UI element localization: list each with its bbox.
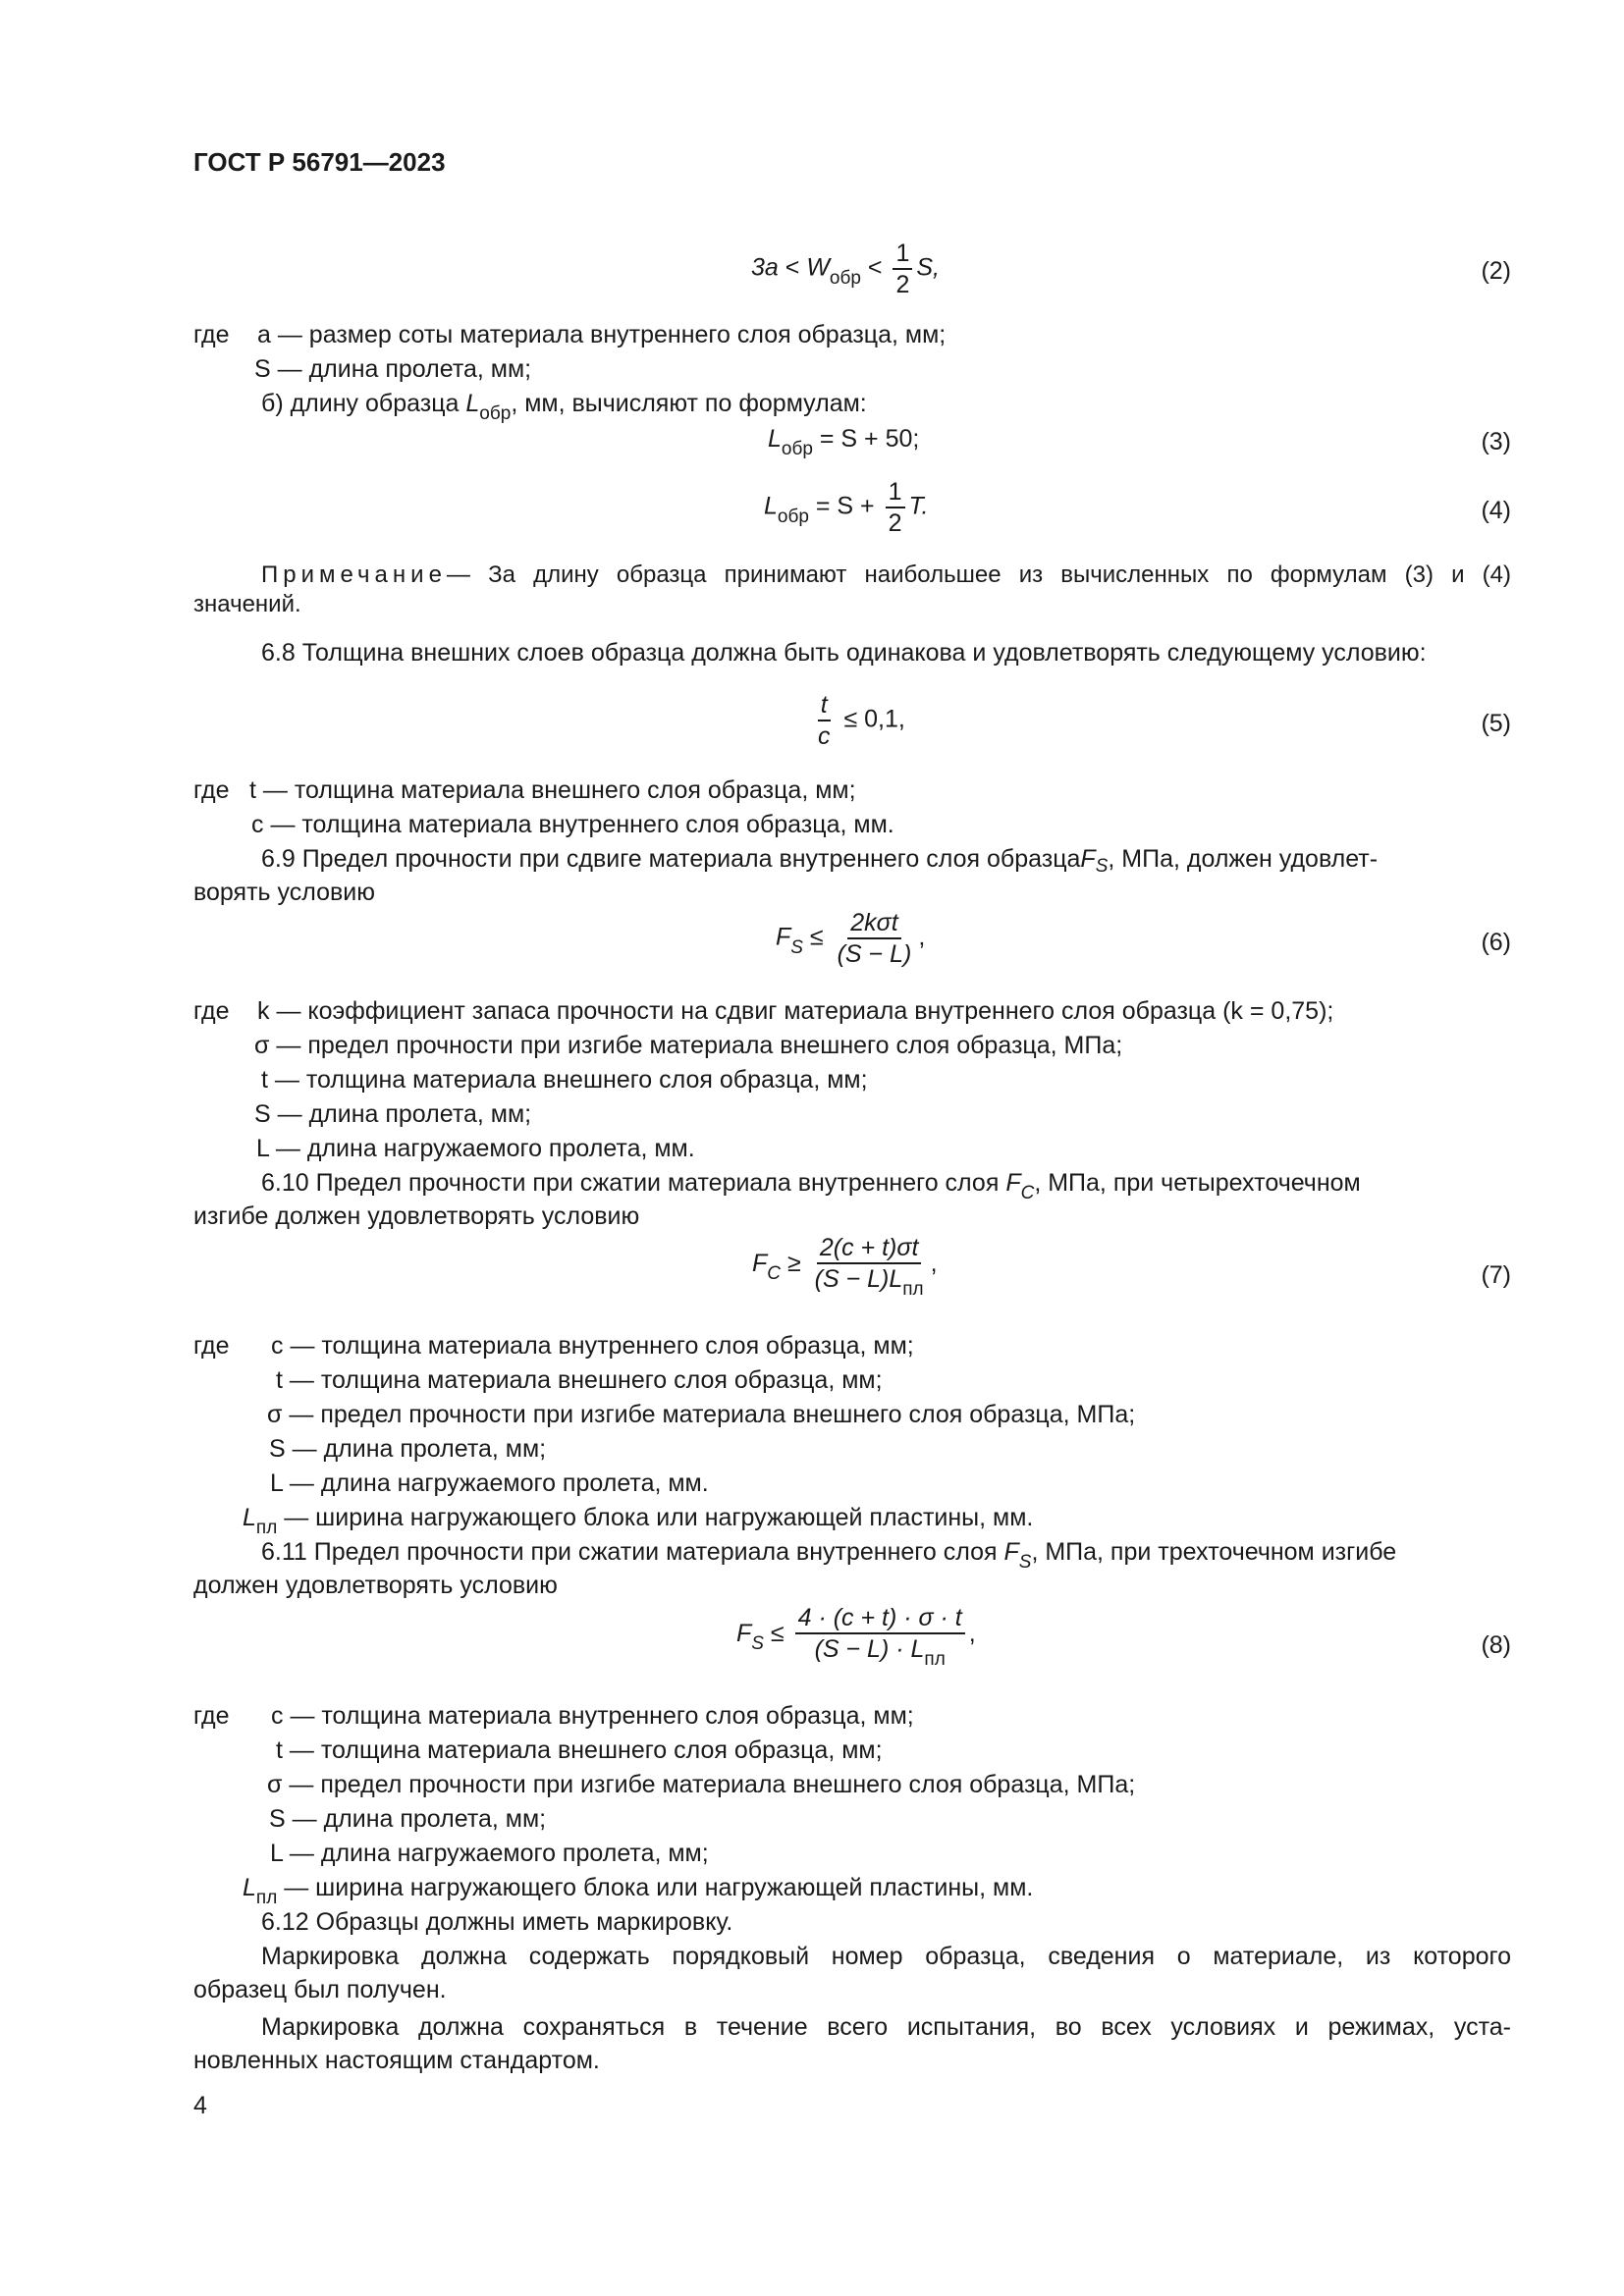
legend-k: k — коэффициент запаса прочности на сдвиг материала внутреннего слоя образца (k = 0,75); — [257, 997, 1334, 1025]
paragraph-6-9-continuation: ворять условию — [193, 879, 375, 906]
paragraph-marking-2-continuation: новленных настоящим стандартом. — [193, 2047, 600, 2074]
paragraph-6-12: 6.12 Образцы должны иметь маркировку. — [261, 1908, 733, 1936]
formula-6: $F_S$ ≤ $\frac{\text{2kσt}}{(S - L)}$ , — [776, 909, 926, 968]
formula-number: (5) — [1481, 710, 1511, 737]
legend-l: L — длина нагружаемого пролета, мм; — [270, 1840, 709, 1867]
paragraph-marking-1-continuation: образец был получен. — [193, 1976, 447, 2003]
legend-c: c — толщина материала внутреннего слоя образца, мм; — [271, 1332, 914, 1360]
legend-a: a — размер соты материала внутреннего слоя образца, мм; — [257, 321, 947, 348]
legend-s: S — длина пролета, мм; — [269, 1805, 547, 1833]
paragraph-6-9: 6.9 Предел прочности при сдвиге материала внутреннего слоя образца F S , МПа, должен удовлет- — [261, 845, 1379, 877]
page-number: 4 — [193, 2092, 207, 2119]
paragraph-6-11-continuation: должен удовлетворять условию — [193, 1572, 558, 1599]
paragraph-6-11: 6.11 Предел прочности при сжатии материала внутреннего слоя $F_S$, МПа, при трехточечном изгибе — [261, 1538, 1397, 1573]
legend-sigma: σ — предел прочности при изгибе материала внешнего слоя образца, МПа; — [267, 1771, 1136, 1798]
legend-sigma: σ — предел прочности при изгибе материала внешнего слоя образца, МПа; — [254, 1032, 1123, 1059]
formula-number: (3) — [1481, 428, 1511, 455]
legend-s: S — длина пролета, мм; — [254, 1100, 532, 1128]
paragraph-marking-2: Маркировка должна сохраняться в течение всего испытания, во всех условиях и режимах, уста- — [261, 2013, 1511, 2041]
formula-number: (2) — [1481, 257, 1511, 285]
note-continuation: значений. — [193, 591, 301, 617]
formula-number: (8) — [1481, 1631, 1511, 1659]
legend-s: S — длина пролета, мм; — [269, 1435, 547, 1463]
paragraph-marking-1: Маркировка должна содержать порядковый номер образца, сведения о материале, из которого — [261, 1943, 1511, 1970]
paragraph-b-length: б) длину образца $L_{обр}$, мм, вычисляют по формулам: — [261, 390, 867, 424]
legend-s: S — длина пролета, мм; — [254, 355, 532, 383]
legend-t: t — толщина материала внешнего слоя образца, мм; — [249, 776, 856, 804]
where-label: где — [193, 321, 230, 348]
legend-l: L — длина нагружаемого пролета, мм. — [270, 1469, 709, 1497]
legend-c: c — толщина материала внутреннего слоя образца, мм; — [271, 1702, 914, 1730]
note: Примечание — За длину образца принимают наибольшее из вычисленных по формулам (3) и (4) — [261, 561, 1511, 588]
legend-t: t — толщина материала внешнего слоя образца, мм; — [276, 1366, 883, 1394]
legend-t: t — толщина материала внешнего слоя образца, мм; — [276, 1736, 883, 1764]
formula-4: $L_{обр} = S$ + $\frac{1}{2}$ T. — [764, 478, 929, 537]
paragraph-6-10: 6.10 Предел прочности при сжатии материала внутреннего слоя $F_C$, МПа, при четырехточечном — [261, 1169, 1361, 1203]
formula-5: $\frac{t}{c}$ ≤ 0,1, — [818, 691, 905, 750]
formula-8: $F_S$ ≤ $\frac{4 \cdot (c + t) \cdot \sigma \cdot t}{(S - L) \cdot L_{пл}}$ , — [736, 1604, 976, 1670]
legend-sigma: σ — предел прочности при изгибе материала внешнего слоя образца, МПа; — [267, 1401, 1136, 1428]
paragraph-6-8: 6.8 Толщина внешних слоев образца должна быть одинакова и удовлетворять следующему условию: — [261, 639, 1427, 667]
document-header: ГОСТ Р 56791—2023 — [193, 147, 446, 177]
legend-l-pl: $L_{пл}$ — ширина нагружающего блока или нагружающей пластины, мм. — [243, 1874, 1034, 1908]
formula-7: $F_C$ ≥ $\frac{2(c + t)\sigma t}{(S - L)L_{пл}}$ , — [752, 1234, 938, 1300]
formula-3: $L_{обр} = S + 50$; — [768, 425, 920, 459]
where-label: где — [193, 1332, 230, 1360]
formula-number: (4) — [1481, 497, 1511, 524]
paragraph-6-10-continuation: изгибе должен удовлетворять условию — [193, 1202, 640, 1230]
formula-2: $3a < W_{обр}$ < $\frac{1}{2}$ S, — [751, 240, 940, 298]
legend-c: c — толщина материала внутреннего слоя образца, мм. — [251, 811, 894, 838]
where-label: где — [193, 997, 230, 1025]
legend-l: L — длина нагружаемого пролета, мм. — [256, 1135, 695, 1162]
legend-t: t — толщина материала внешнего слоя образца, мм; — [261, 1066, 868, 1094]
where-label: где — [193, 776, 230, 804]
formula-number: (7) — [1481, 1261, 1511, 1289]
formula-number: (6) — [1481, 929, 1511, 956]
where-label: где — [193, 1702, 230, 1730]
legend-l-pl: $L_{пл}$ — ширина нагружающего блока или нагружающей пластины, мм. — [243, 1504, 1034, 1538]
